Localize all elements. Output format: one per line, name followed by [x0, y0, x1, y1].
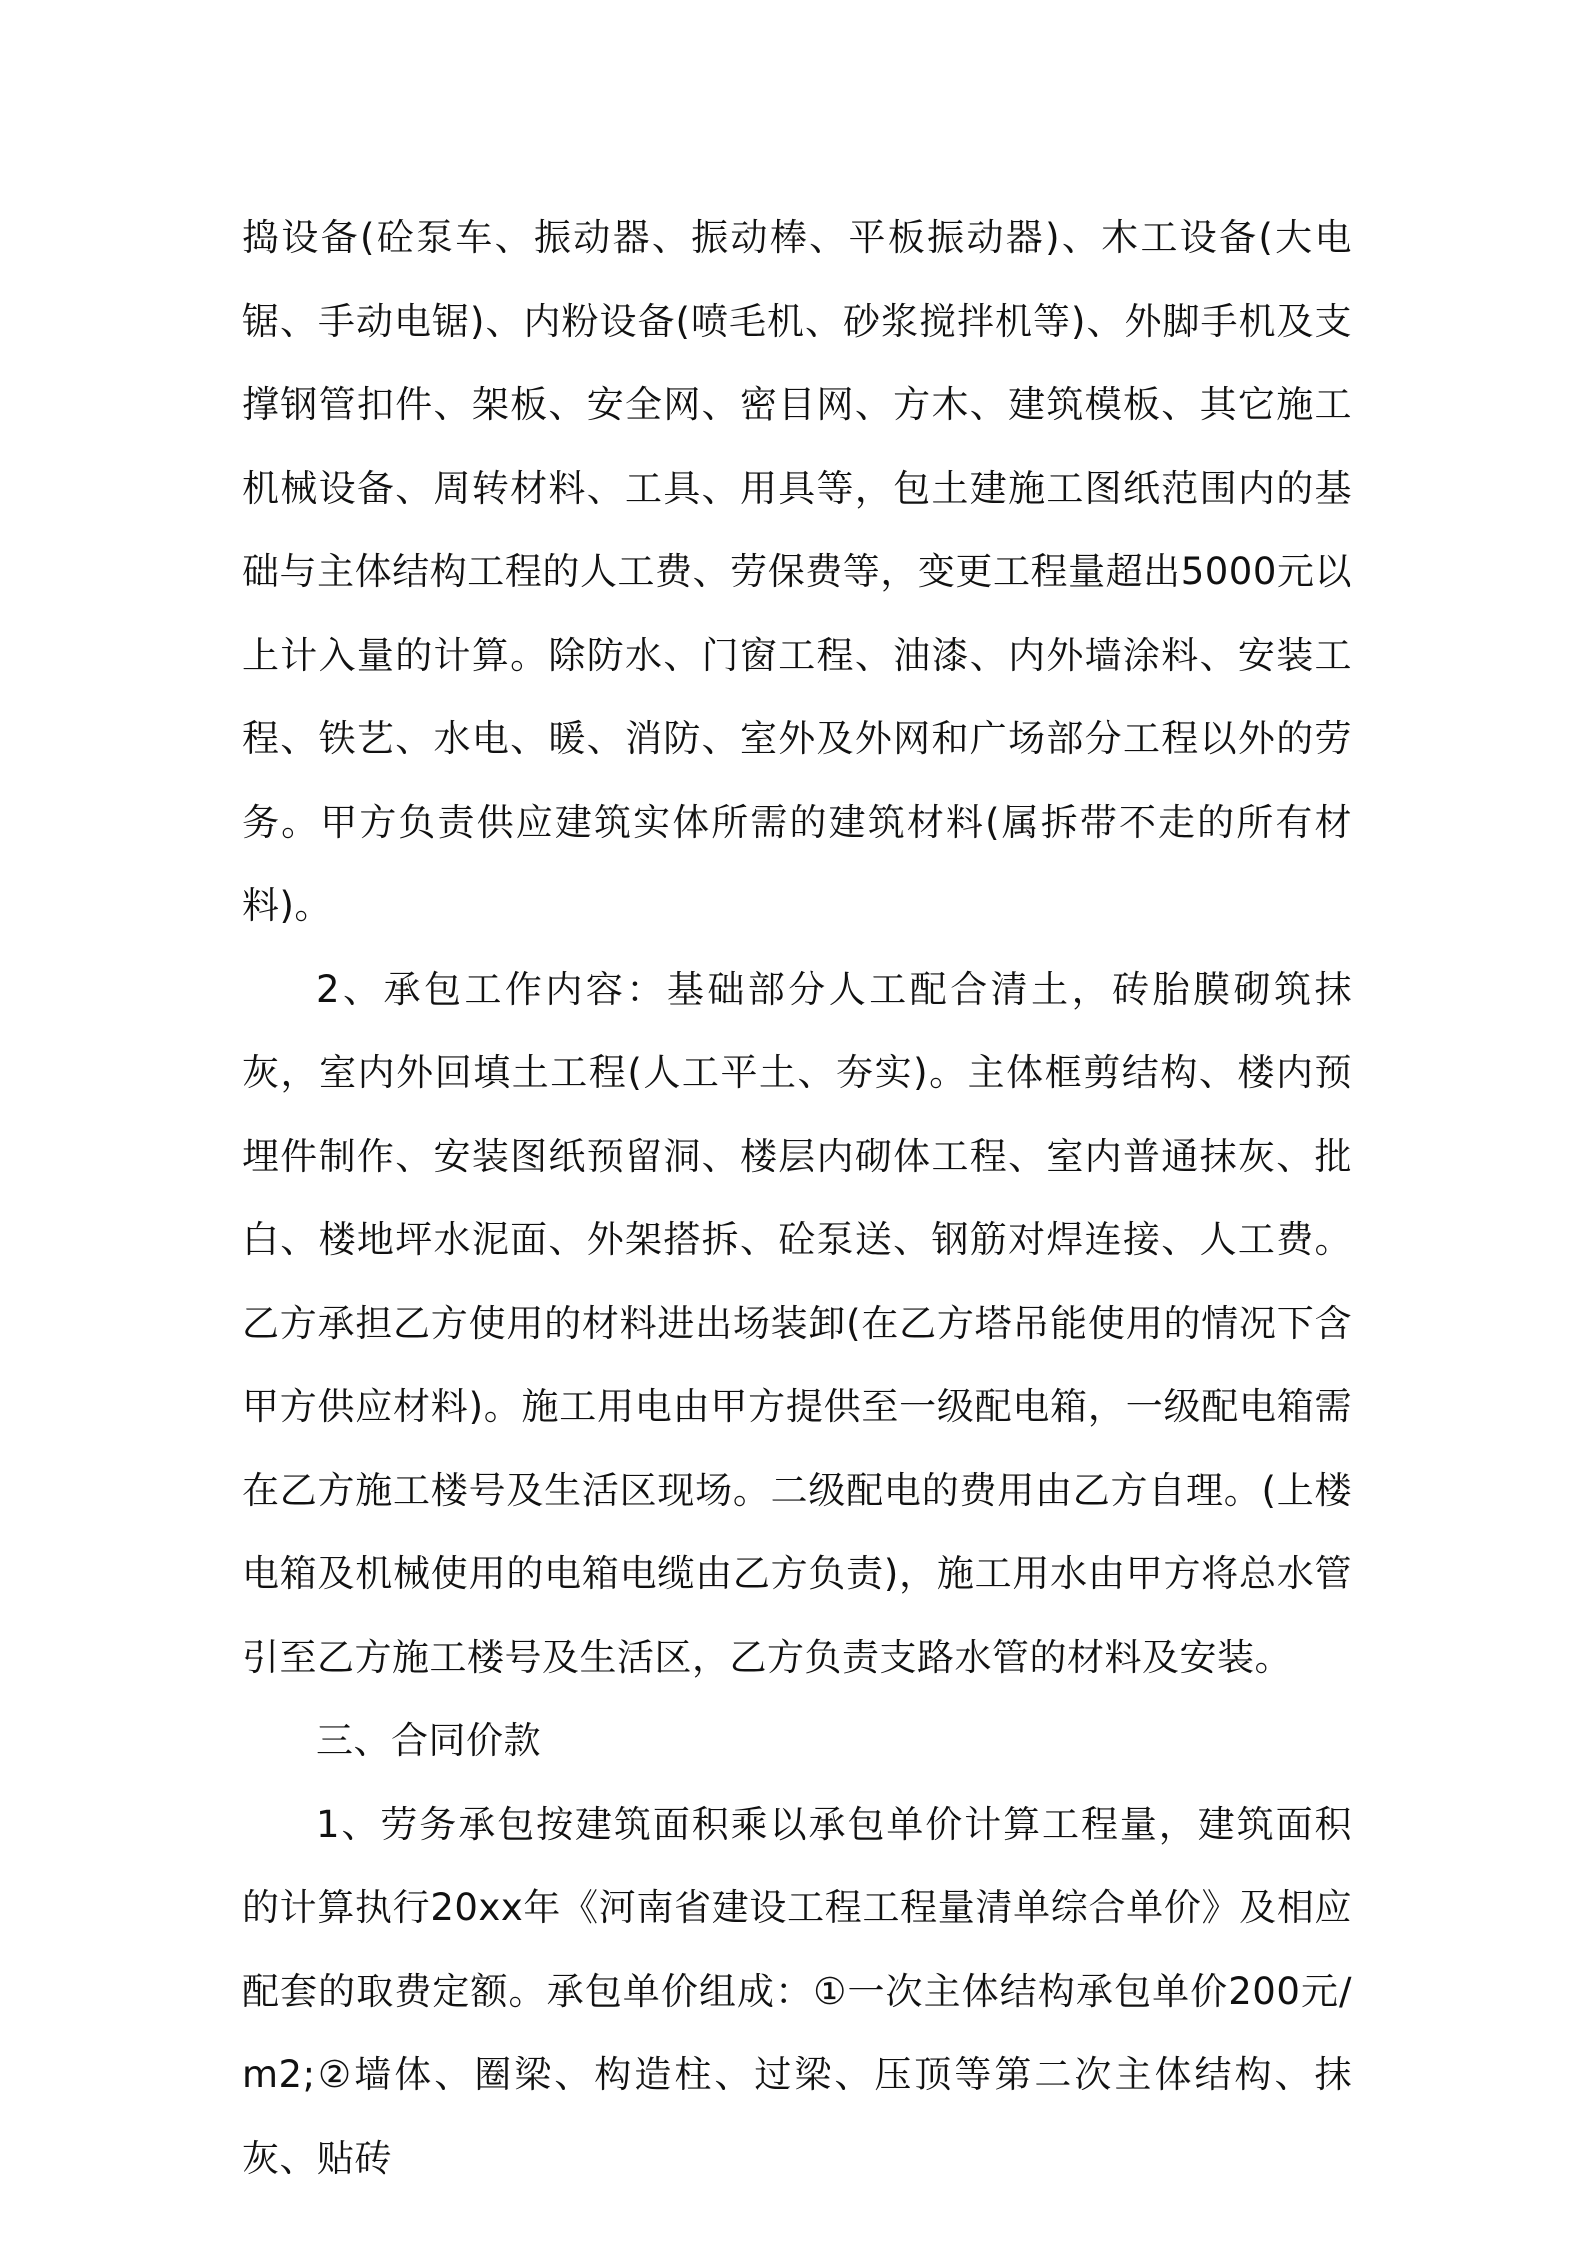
paragraph-contract-price: 1、劳务承包按建筑面积乘以承包单价计算工程量，建筑面积的计算执行20xx年《河南省建设工程工程量清单综合单价》及相应配套的取费定额。承包单价组成：①一次主体结构承包单价200元/m2;②墙体、圈梁、构造柱、过梁、压顶等第二次主体结构、抹灰、贴砖: [242, 1802, 1352, 2180]
paragraph-equipment-and-materials: 捣设备(砼泵车、振动器、振动棒、平板振动器)、木工设备(大电锯、手动电锯)、内粉设备(喷毛机、砂浆搅拌机等)、外脚手机及支撑钢管扣件、架板、安全网、密目网、方木、建筑模板、其它施工机械设备、周转材料、工具、用具等，包土建施工图纸范围内的基础与主体结构工程的人工费、劳保费等，变更工程量超出5000元以上计入量的计算。除防水、门窗工程、油漆、内外墙涂料、安装工程、铁艺、水电、暖、消防、室外及外网和广场部分工程以外的劳务。甲方负责供应建筑实体所需的建筑材料(属拆带不走的所有材料)。: [242, 216, 1352, 927]
section-heading-contract-price: 三、合同价款: [316, 1719, 541, 1762]
document-body: [242, 196, 1352, 2200]
paragraph-contract-scope: 2、承包工作内容：基础部分人工配合清土，砖胎膜砌筑抹灰，室内外回填土工程(人工平土、夯实)。主体框剪结构、楼内预埋件制作、安装图纸预留洞、楼层内砌体工程、室内普通抹灰、批白、楼地坪水泥面、外架搭拆、砼泵送、钢筋对焊连接、人工费。乙方承担乙方使用的材料进出场装卸(在乙方塔吊能使用的情况下含甲方供应材料)。施工用电由甲方提供至一级配电箱，一级配电箱需在乙方施工楼号及生活区现场。二级配电的费用由乙方自理。(上楼电箱及机械使用的电箱电缆由乙方负责)，施工用水由甲方将总水管引至乙方施工楼号及生活区，乙方负责支路水管的材料及安装。: [242, 967, 1352, 1679]
